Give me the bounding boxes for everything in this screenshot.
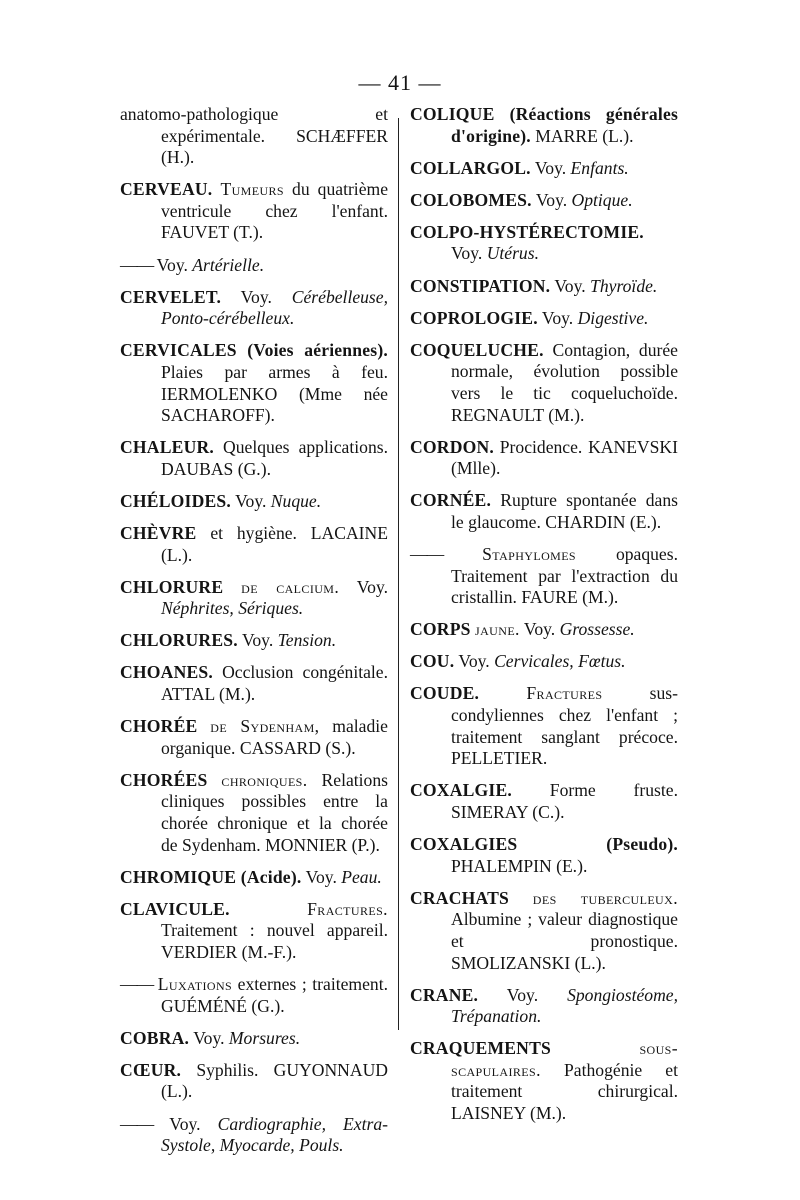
entry-headword: CHOANES. [120,662,214,683]
entry-text: Staphylomes [482,544,577,564]
entry-reference: Optique. [571,189,633,210]
index-entry [120,437,388,480]
entry-text: sous-scapulaires. [451,1038,678,1080]
entry-reference: Peau. [341,866,382,887]
entry-reference: Digestive. [577,307,649,328]
entry-text: Voy. [454,651,495,672]
entry-text: Fractures [526,683,603,704]
entry-headword: COQUELUCHE. [410,339,544,360]
entry-text: maladie organique. CASSARD (S.). [161,716,388,758]
entry-headword: CHROMIQUE (Acide). [120,866,302,887]
index-entry [120,716,388,759]
index-entry [410,158,678,180]
entry-text [509,888,533,908]
entry-text [223,577,241,597]
column-divider [398,118,399,1030]
entry-reference: Nuque. [270,490,322,511]
index-entry [120,287,388,330]
entry-headword: CERVICALES (Voies aériennes). [120,340,388,361]
index-entry [120,340,388,426]
index-entry [410,276,678,298]
entry-text: Traitement : nouvel appareil. VERDIER (M.-F.). [161,920,388,962]
entry-reference: Cervicales, Fœtus. [494,651,626,672]
entry-text: des tuberculeux. [532,887,678,908]
index-entry [410,985,678,1028]
entry-headword: CHALEUR. [120,437,214,458]
entry-headword: CERVEAU. [120,179,213,200]
index-entry [410,437,678,480]
entry-text [230,899,307,919]
index-entry [410,222,678,265]
index-entry [410,888,678,974]
entry-text [207,770,221,790]
index-entry [120,1060,388,1103]
entry-text: chroniques. [221,769,308,790]
index-entry [120,867,388,889]
entry-headword: COLOBOMES. [410,189,532,210]
index-entry [120,255,388,277]
entry-reference: Cardiographie, Extra-Systole, Myocarde, Pouls. [161,1113,388,1156]
entry-text: Voy. [519,619,560,640]
index-entry [120,770,388,856]
entry-text: Occlusion congénitale. ATTAL (M.). [161,662,388,705]
entry-headword: COU. [410,651,455,672]
entry-text: Fractures. [307,898,388,919]
entry-headword: CORDON. [410,436,494,457]
entry-reference: Spongiostéome, Trépanation. [451,984,678,1027]
entry-headword: CRAQUEMENTS [410,1038,552,1059]
entry-headword: CHÈVRE [120,523,197,543]
index-entry [120,179,388,244]
left-column [120,104,388,1167]
entry-text: Voy. [531,189,572,210]
entry-headword: CHÉLOIDES. [120,490,232,511]
entry-text: Voy. [451,243,487,264]
entry-headword: CONSTIPATION. [410,275,551,296]
entry-text: Albumine ; valeur diagnostique et pronostique. SMOLIZANSKI (L.). [451,909,678,973]
entry-headword: CRANE. [410,984,479,1005]
index-entry [120,974,388,1017]
entry-text: Voy. [231,490,271,511]
entry-headword: COLLARGOL. [410,157,531,178]
entry-reference: Utérus. [486,243,539,264]
entry-text: Pathogénie et traitement chirurgical. LAISNEY (M.). [451,1059,678,1124]
index-entry [120,630,388,652]
entry-text: —— [120,974,158,995]
index-entry [410,340,678,426]
entry-headword: CERVELET. [120,286,222,307]
index-entry [410,619,678,641]
entry-text: du quatrième ventricule chez l'enfant. FAUVET (T.). [161,179,389,243]
entry-text: Voy. [339,576,388,597]
entry-text: opaques. Traitement par l'extraction du cristallin. FAURE (M.). [451,544,678,608]
entry-text: Relations cliniques possibles entre la chorée chronique et la chorée de Sydenham. MONNIER (P.). [161,769,388,855]
index-entry [410,190,678,212]
entry-text: Forme fruste. SIMERAY (C.). [451,780,678,822]
entry-headword: CRACHATS [410,887,510,908]
entry-text: Voy. [537,307,578,328]
entry-headword: CŒUR. [120,1059,182,1080]
entry-text: Luxations [157,974,233,995]
entry-headword: CHORÉES [120,769,208,790]
entry-reference: Enfants. [570,157,629,178]
entry-text: —— [410,544,483,564]
entry-text: MARRE (L.). [530,125,634,146]
entry-headword: COLIQUE (Réactions générales d'origine). [410,104,678,146]
entry-headword: COLPO-HYSTÉRECTOMIE. [410,221,644,242]
index-entry [410,104,678,147]
index-entry [120,523,388,566]
entry-text: Voy. [156,254,193,275]
entry-headword: COUDE. [410,683,480,704]
entry-text: Contagion, durée normale, évolution possible vers le tic coqueluchoïde. REGNAULT (M.). [451,339,678,425]
index-entry [120,491,388,513]
entry-text: Voy. [478,984,568,1005]
entry-text: et hygiène. LACAINE (L.). [161,523,388,565]
index-entry [120,662,388,705]
entry-text: Voy. [530,157,571,178]
entry-headword: CLAVICULE. [120,898,230,919]
entry-reference: Thyroïde. [590,275,658,296]
index-entry [410,1038,678,1124]
entry-text: Quelques applications. DAUBAS (G.). [161,437,388,479]
entry-reference: Néphrites, Sériques. [161,598,304,619]
right-column [410,104,678,1135]
index-entry [120,577,388,620]
entry-text: de Sydenham, [210,716,320,737]
entry-headword: COXALGIE. [410,780,513,801]
page-number: — 41 — [358,70,442,95]
entry-reference: Tension. [277,630,337,651]
entry-reference: Artérielle. [192,254,265,275]
entry-text: jaune. [475,619,520,640]
entry-text: —— [120,254,157,275]
index-entry [120,104,388,169]
entry-headword: CHLORURE [120,576,224,597]
entry-text: Voy. [550,275,591,296]
entry-text [479,683,526,703]
entry-headword: COXALGIES (Pseudo). [410,834,678,855]
index-entry [410,651,678,673]
entry-text: sus-condyliennes chez l'enfant ; traitement sanglant précoce. PELLETIER. [451,683,678,769]
index-entry [410,308,678,330]
entry-headword: CORPS [410,619,471,640]
entry-headword: CHLORURES. [120,630,238,651]
entry-text: Voy. [189,1027,229,1048]
entry-text: Voy. [237,630,278,651]
index-entry [120,899,388,964]
entry-text: Plaies par armes à feu. IERMOLENKO (Mme née SACHAROFF). [161,361,388,426]
index-entry [410,683,678,769]
entry-headword: COBRA. [120,1027,190,1048]
index-entry [120,1114,388,1157]
index-entry [410,834,678,877]
entry-text: PHALEMPIN (E.). [451,855,588,876]
entry-reference: Cérébelleuse, Ponto-cérébelleux. [161,286,388,329]
entry-text: —— [120,1113,170,1134]
index-entry [410,490,678,533]
index-entry [120,1028,388,1050]
entry-text: Syphilis. GUYONNAUD (L.). [161,1059,388,1102]
entry-headword: COPROLOGIE. [410,307,538,328]
index-entry [410,544,678,609]
entry-reference: Morsures. [228,1027,301,1048]
entry-text: de calcium. [241,576,340,597]
entry-text [197,716,210,736]
entry-text: Voy. [221,286,292,307]
index-entry [410,780,678,823]
entry-text: Rupture spontanée dans le glaucome. CHARDIN (E.). [451,490,678,532]
entry-headword: CHORÉE [120,716,198,737]
entry-text: anatomo-pathologique et expérimentale. SCHÆFFER (H.). [120,104,388,168]
entry-text: Voy. [169,1113,218,1134]
entry-text: externes ; traitement. GUÉMÉNÉ (G.). [161,974,388,1016]
entry-text: Procidence. KANEVSKI (Mlle). [451,436,678,479]
entry-reference: Grossesse. [559,619,635,640]
entry-text [551,1038,639,1058]
entry-text: Voy. [301,866,342,887]
entry-headword: CORNÉE. [410,490,492,511]
entry-text: Tumeurs [220,179,284,200]
